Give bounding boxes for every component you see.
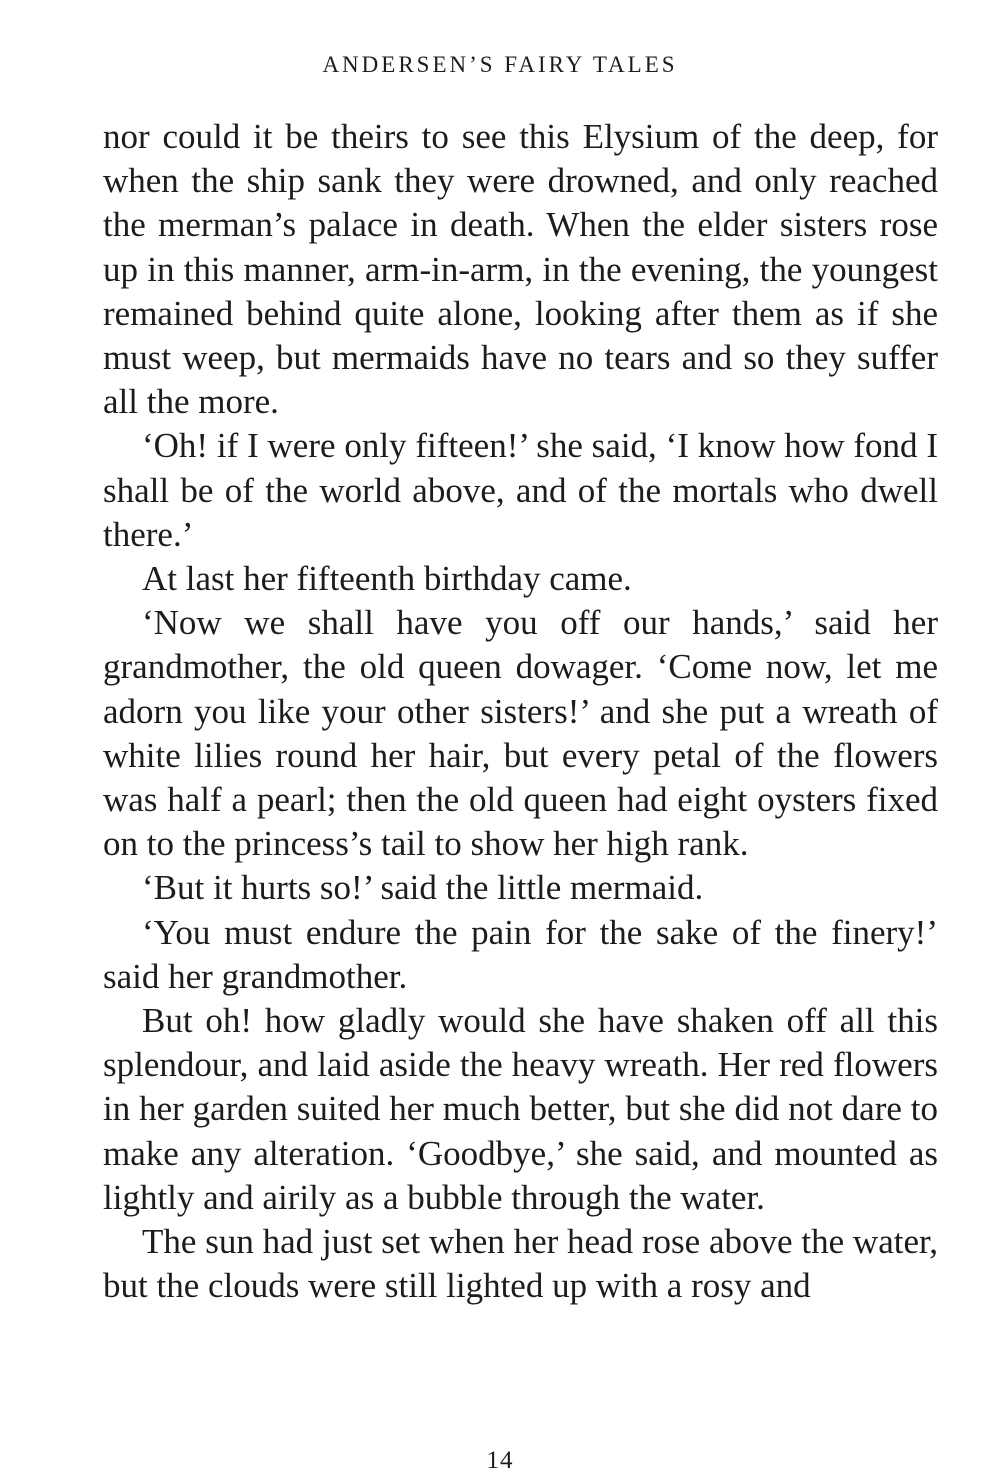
paragraph-continued: nor could it be theirs to see this Elysium of the deep, for when the ship sank they were drowned, and only reached the merman’s palace in death. When the elder sisters rose up in this manner, arm-in-arm, in the evening, the youngest remained behind quite alone, looking after them as if she must weep, but mermaids have no tears and so they suffer all the more.	[103, 117, 938, 422]
paragraph: But oh! how gladly would she have shaken off all this splendour, and laid aside the heavy wreath. Her red flowers in her garden suited her much better, but she did not dare to make any alteration. ‘Goodbye,’ she said, and mounted as lightly and airily as a bubble through the water.	[103, 1001, 938, 1217]
paragraph: ‘But it hurts so!’ said the little mermaid.	[142, 868, 704, 908]
paragraph: ‘Now we shall have you off our hands,’ said her grandmother, the old queen dowager. ‘Come now, let me adorn you like your other sisters!’ and she put a wreath of white lilies round her hair, but every petal of the flowers was half a pearl; then the old queen had eight oysters fixed on to the princess’s tail to show her high rank.	[103, 603, 938, 864]
paragraph: ‘Oh! if I were only fifteen!’ she said, ‘I know how fond I shall be of the world above, and of the mortals who dwell there.’	[103, 426, 938, 554]
paragraph: ‘You must endure the pain for the sake of the finery!’ said her grandmother.	[103, 912, 938, 996]
body-text	[103, 115, 938, 1308]
paragraph: At last her fifteenth birthday came.	[142, 559, 632, 599]
page-number: 14	[486, 1447, 514, 1474]
paragraph-continues: The sun had just set when her head rose above the water, but the clouds were still lighted up with a rosy and	[103, 1222, 938, 1306]
running-head: ANDERSEN’S FAIRY TALES	[322, 52, 678, 77]
